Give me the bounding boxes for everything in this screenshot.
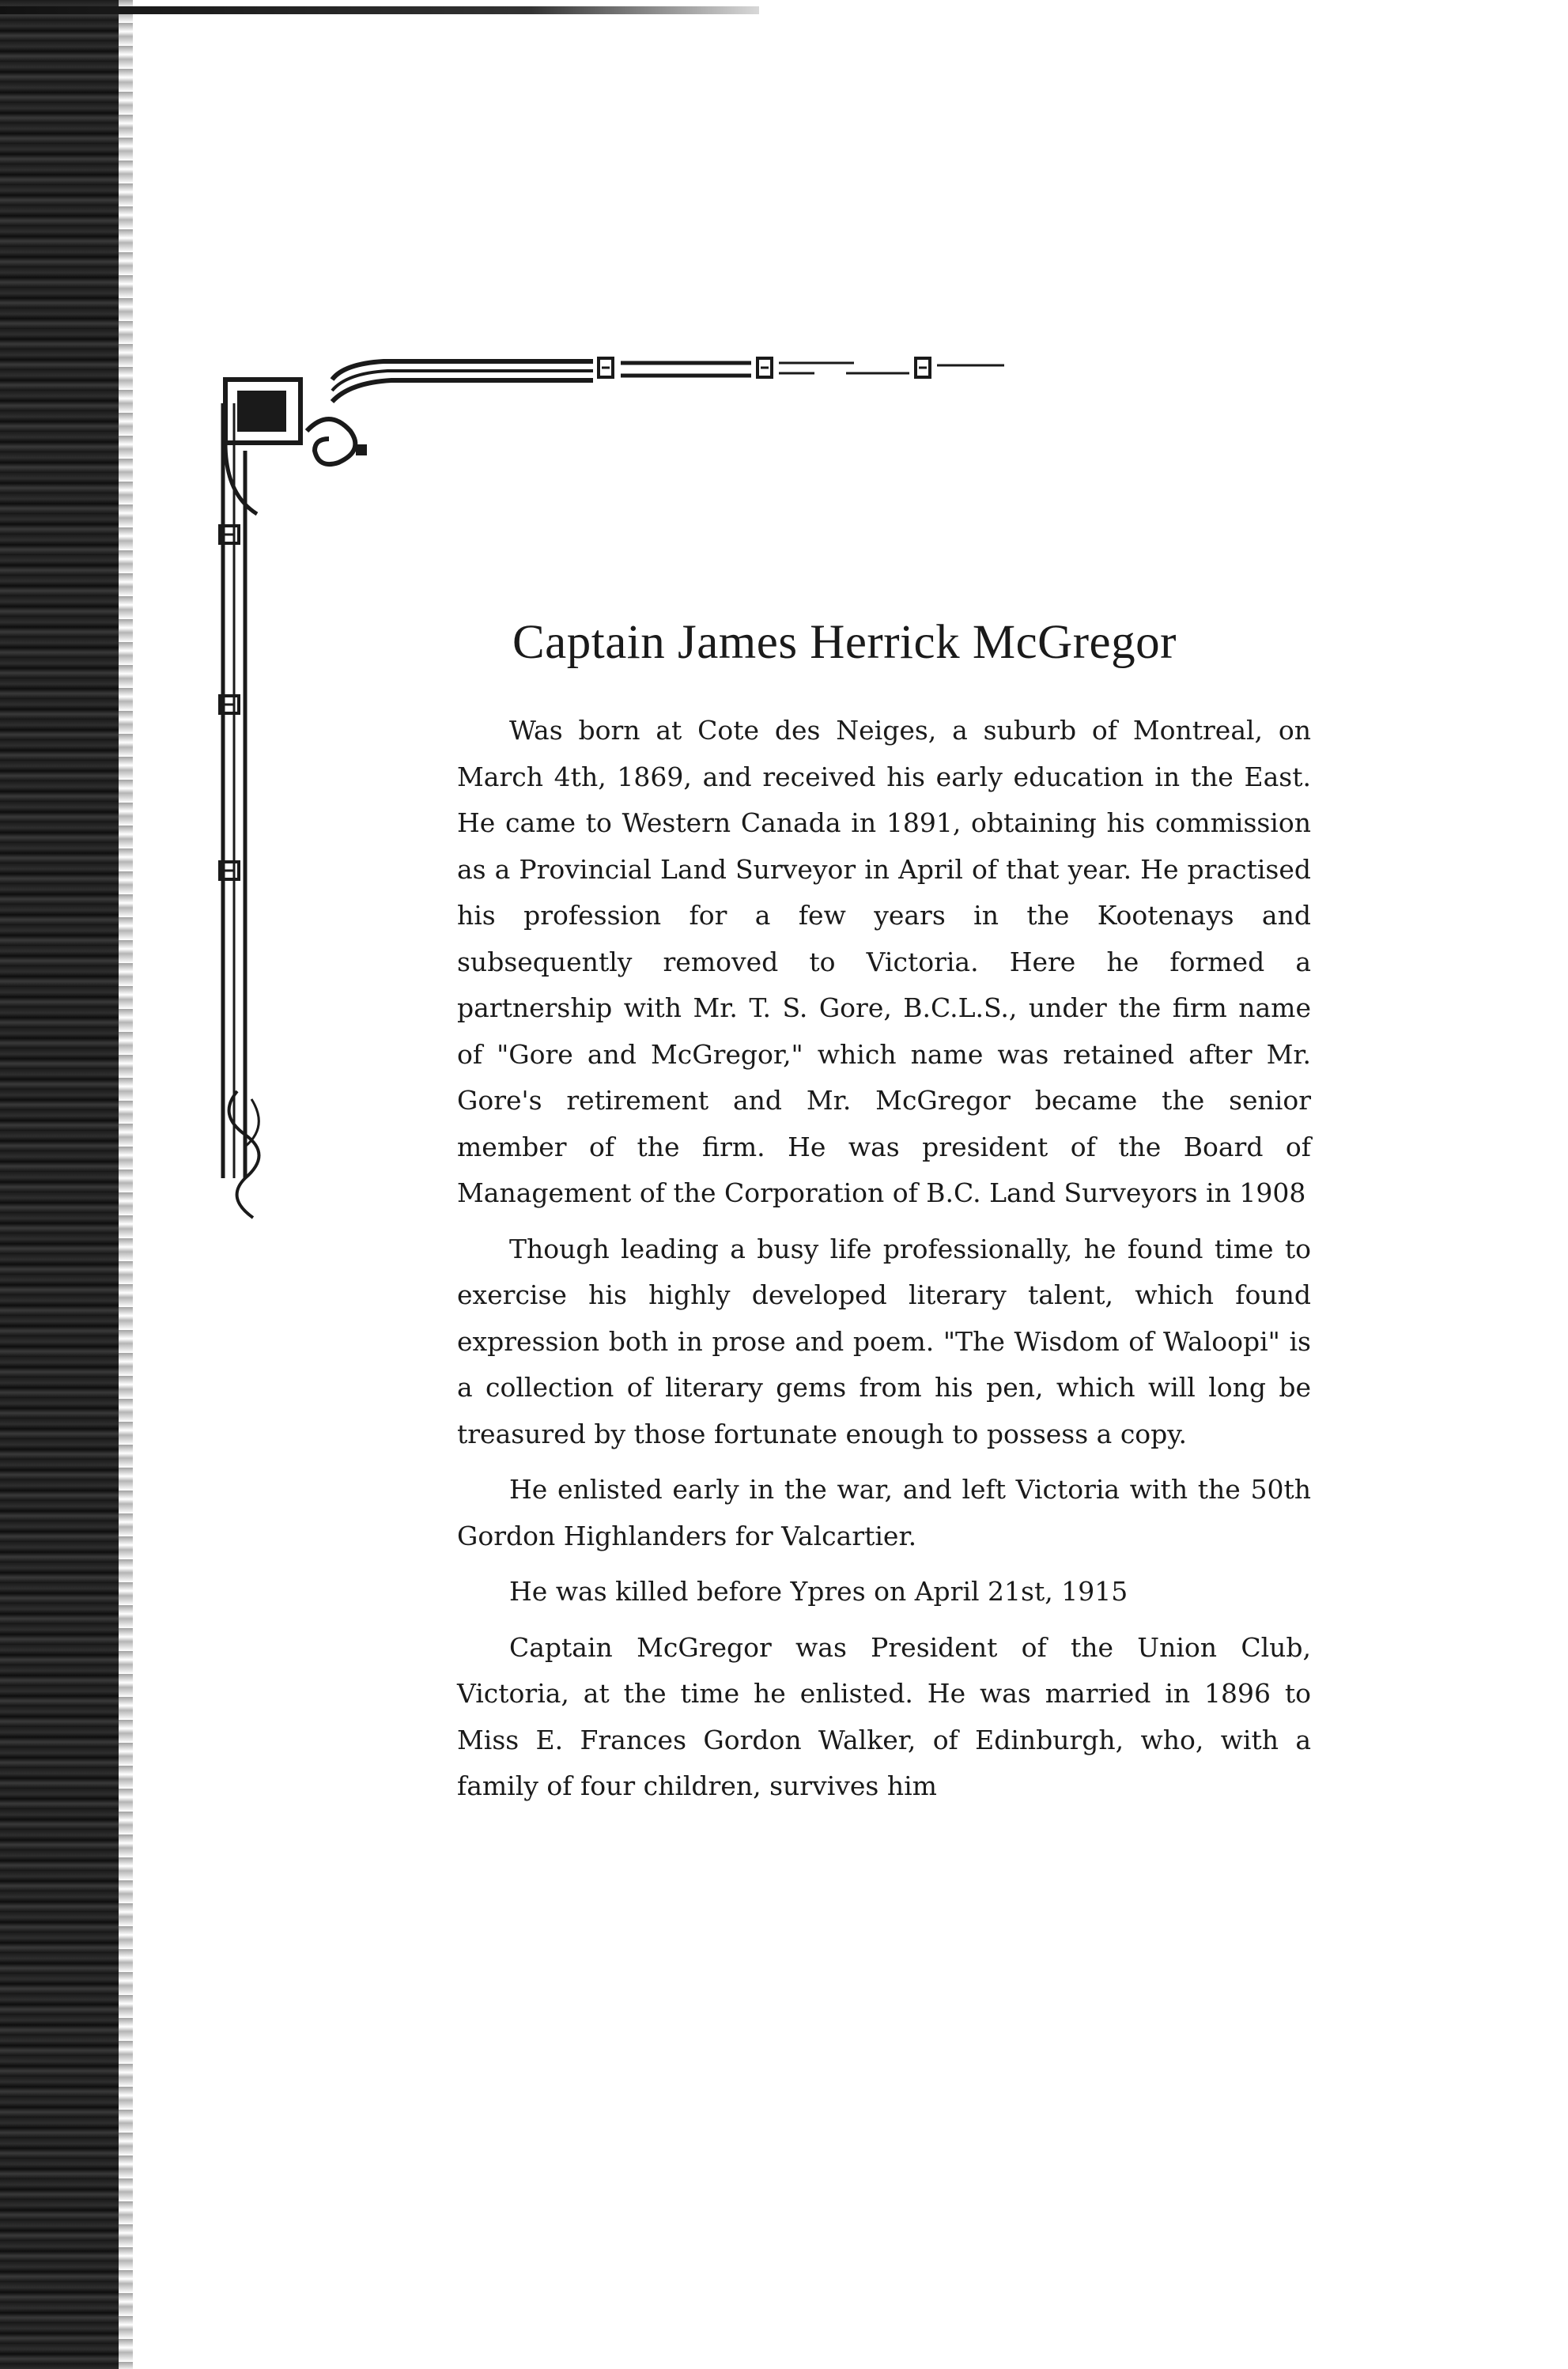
ornament-left-bar xyxy=(220,403,259,1218)
biography-text xyxy=(457,708,1311,1819)
ornament-top-bar xyxy=(332,358,1004,402)
biography-paragraph: He enlisted early in the war, and left Victoria with the 50th Gordon Highlanders for Valcartier. xyxy=(457,1474,1311,1551)
biography-paragraph: Captain McGregor was President of the Union Club, Victoria, at the time he enlisted. He was married in 1896 to Miss E. Frances Gordon Walker, of Edinburgh, who, with a family of four children, survives him xyxy=(457,1631,1311,1801)
top-edge-rule xyxy=(0,6,759,14)
page-binding-edge xyxy=(0,0,119,2369)
biography-paragraph: Was born at Cote des Neiges, a suburb of Montreal, on March 4th, 1869, and received his early education in the East. He came to Western Canada in 1891, obtaining his commission as a Provincial Land Surveyor in April of that year. He practised his profession for a few years in the Kootenays and subsequently removed to Victoria. Here he formed a partnership with Mr. T. S. Gore, B.C.L.S., under the firm name of "Gore and McGregor," which name was retained after Mr. Gore's retirement and Mr. McGregor became the senior member of the firm. He was president of the Board of Management of the Corporation of B.C. Land Surveyors in 1908 xyxy=(457,715,1311,1208)
page-title: Captain James Herrick McGregor xyxy=(512,616,1177,669)
biography-paragraph: Though leading a busy life professionally, he found time to exercise his highly developed literary talent, which found expression both in prose and poem. "The Wisdom of Waloopi" is a collection of literary gems from his pen, which will long be treasured by those fortunate enough to possess a copy. xyxy=(457,1233,1311,1449)
biography-paragraph: He was killed before Ypres on April 21st, 1915 xyxy=(509,1576,1128,1607)
